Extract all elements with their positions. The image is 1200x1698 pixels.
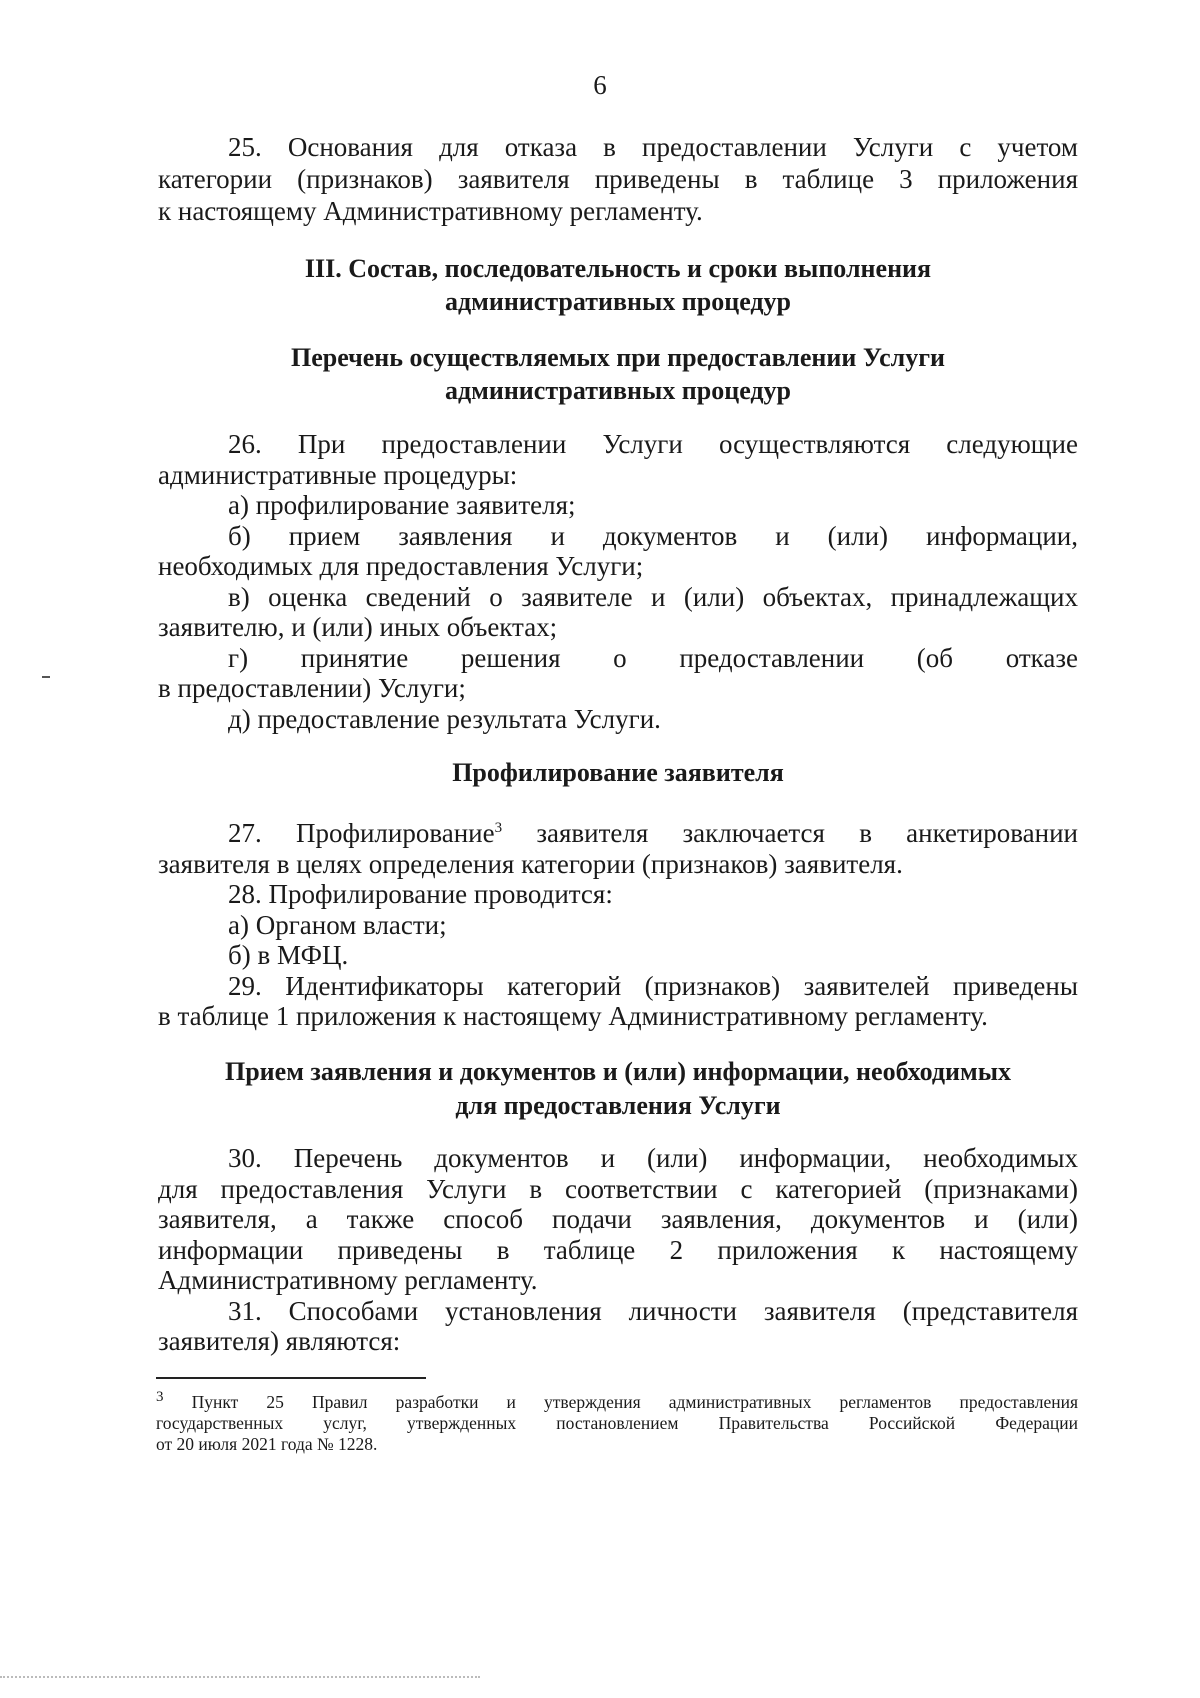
text-line: 30. Перечень документов и (или) информации, необходимых [228, 1143, 1078, 1173]
footnote [156, 1389, 1078, 1455]
heading-line: для предоставления Услуги [455, 1091, 781, 1120]
paragraph-26 [158, 429, 1078, 734]
text-line: административные процедуры: [158, 459, 518, 490]
footnote-mark: 3 [156, 1389, 164, 1406]
heading-line: административных процедур [444, 287, 792, 316]
text-line: 26. При предоставлении Услуги осуществляются следующие [228, 429, 1078, 459]
subheading-procedures-list [158, 341, 1078, 407]
paragraph-27-29 [158, 818, 1078, 1032]
text-line: 28. Профилирование проводится: [228, 879, 613, 909]
paragraph-30-31 [158, 1143, 1078, 1357]
list-item-d: д) предоставление результата Услуги. [228, 703, 661, 734]
text-line: 31. Способами установления личности заявителя (представителя [228, 1295, 1078, 1326]
text-line: для предоставления Услуги в соответствии с категорией (признаками) [158, 1173, 1078, 1204]
text-line: 25. Основания для отказа в предоставлении Услуги с учетом [228, 132, 1078, 162]
list-item-b: б) в МФЦ. [228, 940, 349, 970]
footnote-line: от 20 июля 2021 года № 1228. [156, 1434, 378, 1454]
list-item-a: а) Органом власти; [228, 909, 447, 940]
text-line: 29. Идентификаторы категорий (признаков) заявителей приведены [228, 970, 1078, 1001]
page-number: 6 [593, 70, 607, 100]
text-line: заявителя) являются: [158, 1326, 401, 1356]
footnote-line [156, 1389, 1078, 1413]
heading-line: III. Состав, последовательность и сроки выполнения [304, 254, 932, 283]
list-item-a: а) профилирование заявителя; [228, 490, 576, 520]
text-line: в предоставлении) Услуги; [158, 673, 466, 703]
footnote-line: государственных услуг, утвержденных постановлением Правительства Российской Федерации [156, 1413, 1078, 1433]
text-line: в таблице 1 приложения к настоящему Административному регламенту. [158, 1001, 988, 1031]
list-item-b: б) прием заявления и документов и (или) информации, [228, 520, 1078, 551]
section-heading-iii [158, 252, 1078, 318]
list-item-g: г) принятие решения о предоставлении (об отказе [228, 642, 1078, 673]
footnote-ref: 3 [494, 820, 503, 836]
subheading-profiling: Профилирование заявителя [452, 758, 784, 787]
text-line: Административному регламенту. [158, 1265, 538, 1295]
text-line: заявителя в целях определения категории (признаков) заявителя. [158, 848, 903, 879]
text-line: информации приведены в таблице 2 приложения к настоящему [158, 1234, 1078, 1265]
text-line: категории (признаков) заявителя приведены в таблице 3 приложения [158, 164, 1078, 194]
list-item-v: в) оценка сведений о заявителе и (или) объектах, принадлежащих [228, 581, 1078, 612]
heading-line: административных процедур [444, 376, 792, 405]
text-span: 27. Профилирование [228, 818, 495, 848]
text-line: к настоящему Административному регламенту. [158, 196, 703, 226]
text-line: заявителя, а также способ подачи заявления, документов и (или) [158, 1204, 1078, 1234]
footnote-divider [156, 1377, 426, 1379]
text-line: необходимых для предоставления Услуги; [158, 551, 644, 581]
heading-line: Прием заявления и документов и (или) информации, необходимых [224, 1057, 1011, 1086]
paragraph-25 [158, 131, 1078, 227]
text-line: заявителю, и (или) иных объектах; [158, 612, 558, 642]
text-span: Пункт 25 Правил разработки и утверждения административных регламентов предоставления [163, 1392, 1078, 1412]
margin-mark [42, 676, 50, 678]
text-line [158, 818, 1078, 849]
heading-line: Перечень осуществляемых при предоставлении Услуги [290, 343, 946, 372]
subheading-reception [158, 1055, 1078, 1123]
scan-artifact [0, 1676, 480, 1678]
text-span: заявителя заключается в анкетировании [502, 818, 1078, 848]
